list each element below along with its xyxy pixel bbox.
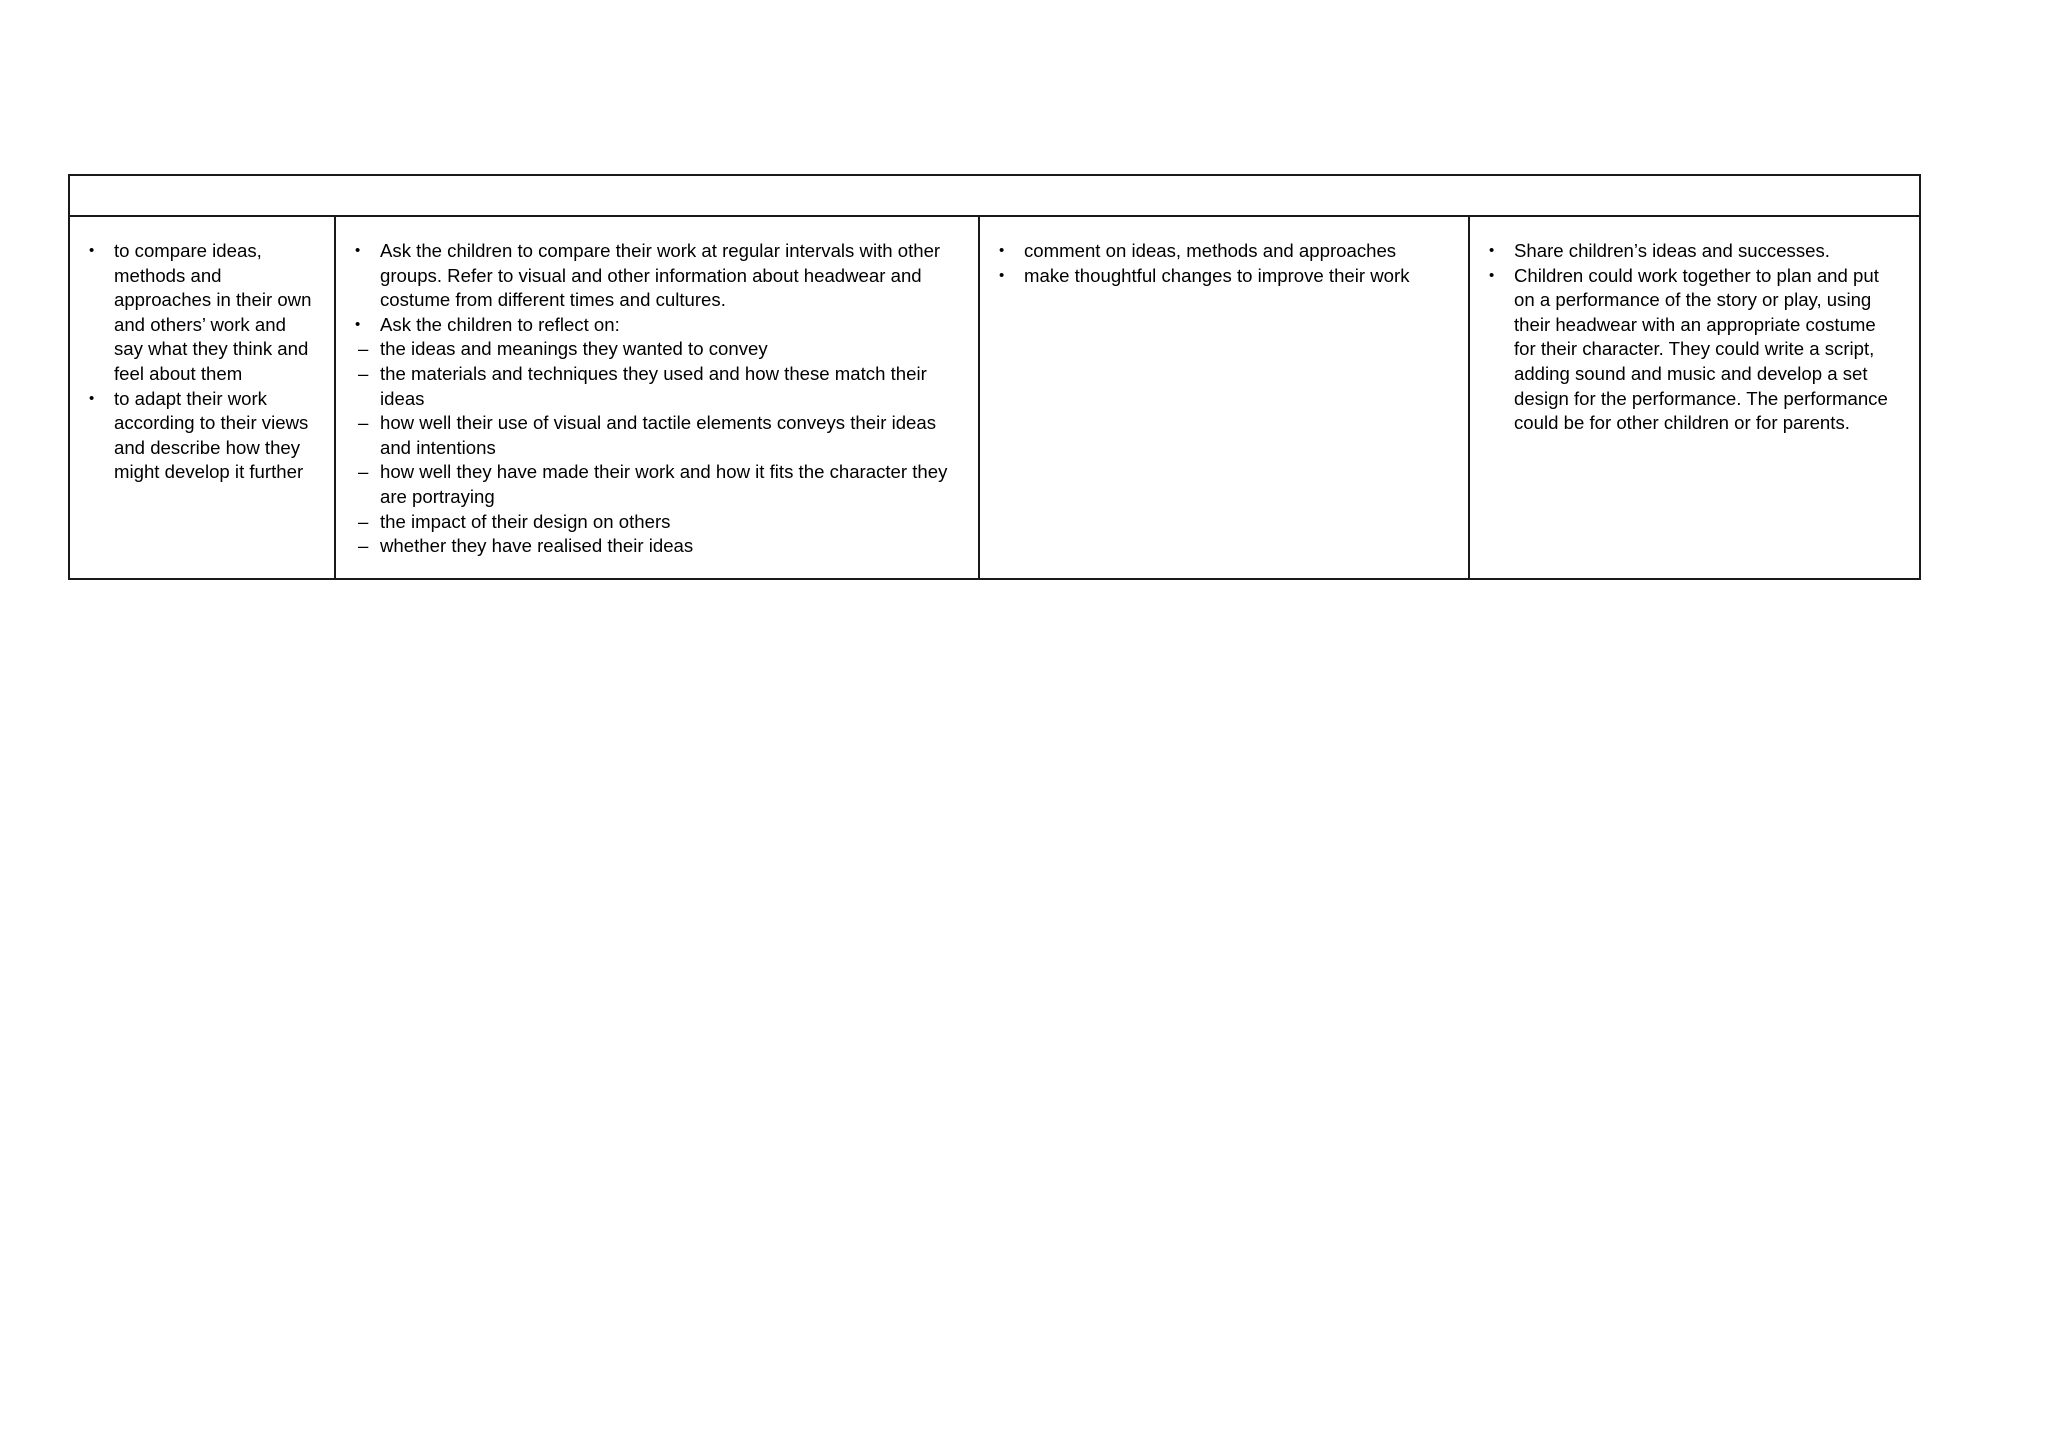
list-item: • comment on ideas, methods and approaches: [980, 239, 1468, 264]
sublist-item: – the materials and techniques they used and how these match their ideas: [358, 362, 956, 411]
list-item: • Share children’s ideas and successes.: [1470, 239, 1919, 264]
list-item-text: Ask the children to reflect on:: [380, 313, 620, 335]
learning-outcomes-list: [980, 217, 1468, 288]
points-to-note-list: [1470, 217, 1919, 436]
sublist-item: – how well their use of visual and tactile elements conveys their ideas and intentions: [358, 411, 956, 460]
list-item: • to adapt their work according to their views and describe how they might develop it further: [70, 387, 334, 485]
teaching-activities-cell: [335, 216, 979, 579]
sublist-item: – whether they have realised their ideas: [358, 534, 956, 559]
list-item: • make thoughtful changes to improve their work: [980, 264, 1468, 289]
list-item: • Children could work together to plan and put on a performance of the story or play, using their headwear with an appropriate costume for their character. They could write a script, adding sound and music and develop a set design for the performance. The performance could be for other children or for parents.: [1470, 264, 1919, 436]
learning-objectives-cell: [69, 216, 335, 579]
learning-objectives-list: [70, 217, 334, 485]
list-item: • to compare ideas, methods and approaches in their own and others’ work and say what they think and feel about them: [70, 239, 334, 387]
list-item: • Ask the children to compare their work at regular intervals with other groups. Refer to visual and other information about headwear and costume from different times and cultures.: [336, 239, 978, 313]
content-row: [69, 216, 1920, 579]
learning-outcomes-cell: [979, 216, 1469, 579]
sublist-item: – how well they have made their work and how it fits the character they are portraying: [358, 460, 956, 509]
sublist-item: – the impact of their design on others: [358, 510, 956, 535]
header-row: [69, 175, 1920, 216]
content-table: [68, 174, 1921, 580]
reflection-sublist: [380, 337, 956, 558]
teaching-activities-list: [336, 217, 978, 559]
points-to-note-cell: [1469, 216, 1920, 579]
sublist-item: – the ideas and meanings they wanted to convey: [358, 337, 956, 362]
list-item: [336, 313, 978, 559]
header-cell: [69, 175, 1920, 216]
